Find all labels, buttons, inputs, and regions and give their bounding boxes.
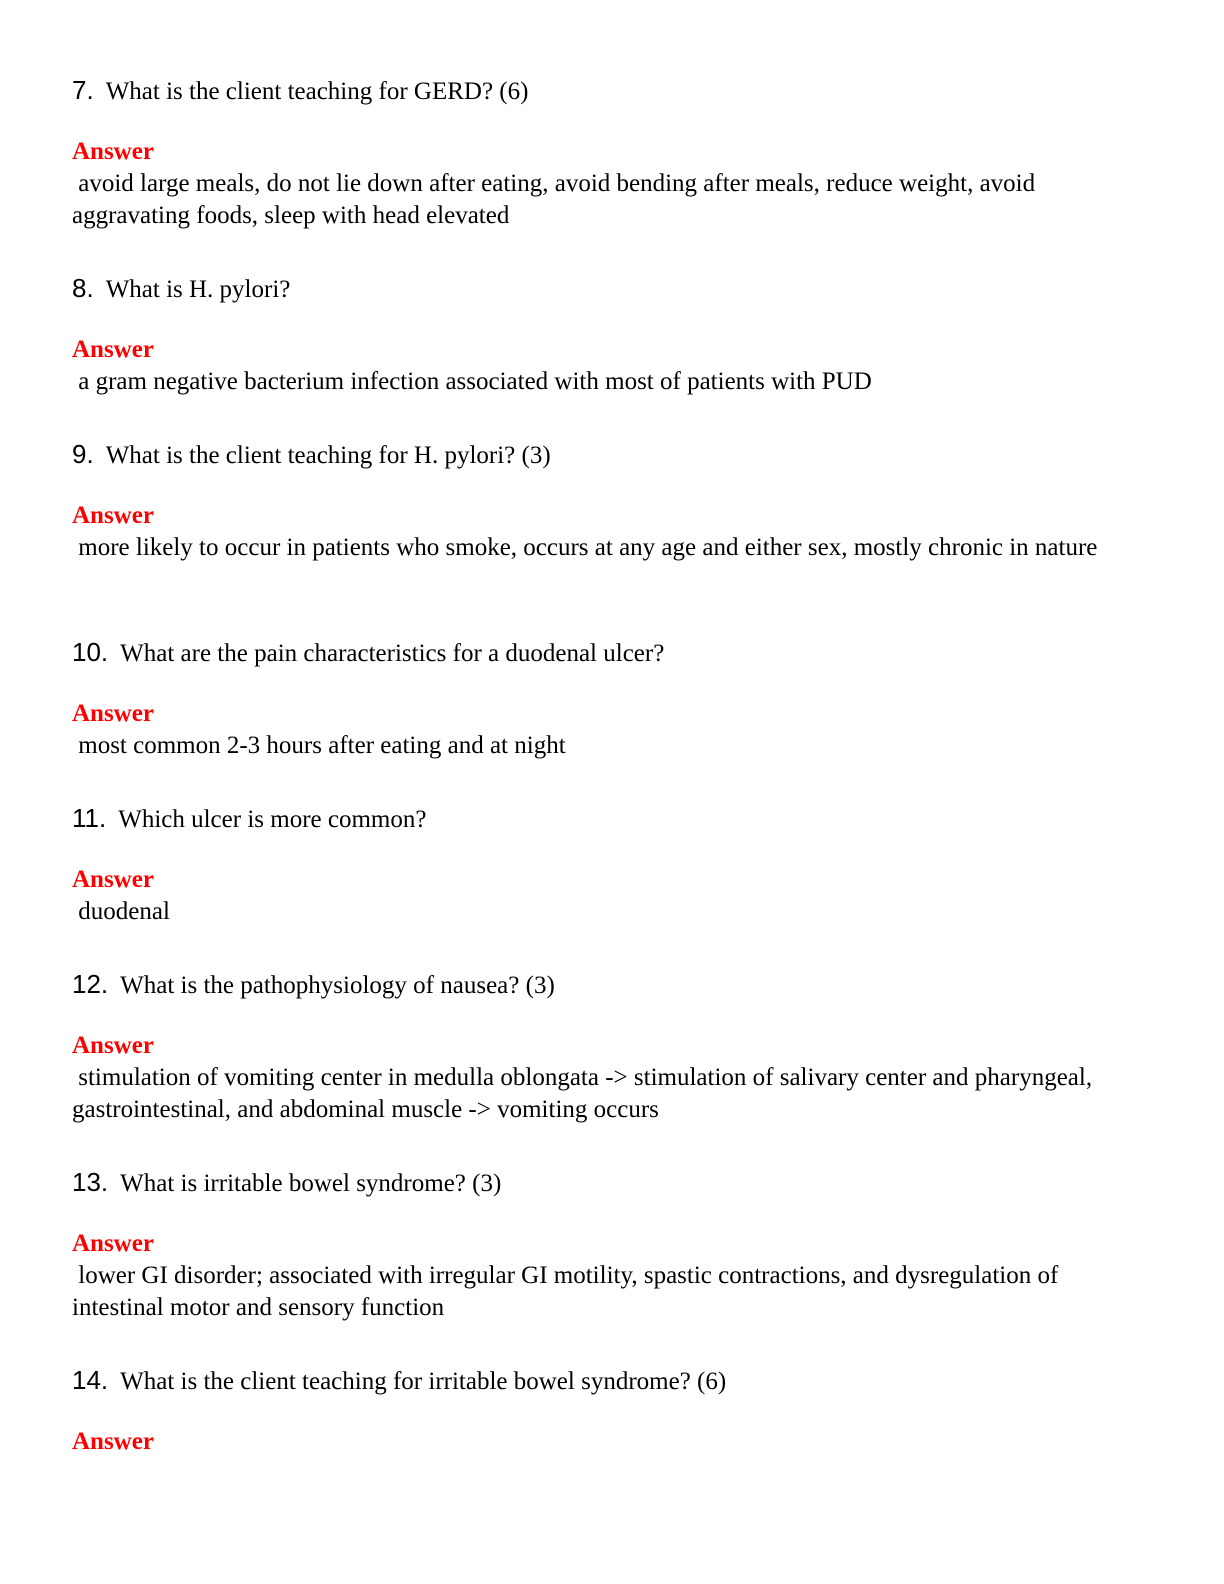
answer-label: Answer [72, 700, 154, 727]
question-text: Which ulcer is more common? [118, 806, 427, 833]
question [72, 438, 551, 472]
answer-text: avoid large meals, do not lie down after eating, avoid bending after meals, reduce weight, avoid aggravating foods, sleep with head elevated [72, 170, 1042, 229]
question-number: 14. [72, 1365, 109, 1395]
question-number: 7. [72, 75, 94, 105]
question [72, 802, 426, 836]
question-text: What is the client teaching for irritable bowel syndrome? (6) [120, 1368, 727, 1395]
answer-label: Answer [72, 866, 154, 893]
question-number: 8. [72, 273, 94, 303]
answer-text: most common 2-3 hours after eating and at night [72, 732, 566, 759]
question [72, 968, 555, 1002]
answer-text: more likely to occur in patients who smoke, occurs at any age and either sex, mostly chronic in nature [72, 534, 1098, 561]
answer-text: stimulation of vomiting center in medulla oblongata -> stimulation of salivary center and pharyngeal, gastrointestinal, and abdominal muscle -> vomiting occurs [72, 1064, 1099, 1123]
answer-label: Answer [72, 1032, 154, 1059]
question-number: 10. [72, 637, 109, 667]
question-text: What is the client teaching for GERD? (6) [105, 78, 529, 105]
answer-text: lower GI disorder; associated with irregular GI motility, spastic contractions, and dysregulation of intestinal motor and sensory function [72, 1262, 1065, 1321]
question-number: 11. [72, 803, 107, 833]
question [72, 636, 664, 670]
answer-label: Answer [72, 138, 154, 165]
question-number: 12. [72, 969, 109, 999]
question [72, 1166, 501, 1200]
question [72, 272, 290, 306]
question-text: What is the pathophysiology of nausea? (3) [120, 972, 555, 999]
question-text: What is H. pylori? [105, 276, 291, 303]
answer-label: Answer [72, 336, 154, 363]
answer-text: a gram negative bacterium infection associated with most of patients with PUD [72, 368, 872, 395]
question [72, 1364, 726, 1398]
question-number: 9. [72, 439, 94, 469]
question-text: What are the pain characteristics for a duodenal ulcer? [120, 640, 665, 667]
question-number: 13. [72, 1167, 109, 1197]
answer-label: Answer [72, 1230, 154, 1257]
question-text: What is irritable bowel syndrome? (3) [120, 1170, 502, 1197]
question-text: What is the client teaching for H. pylori? (3) [105, 442, 551, 469]
question [72, 74, 528, 108]
answer-label: Answer [72, 1428, 154, 1455]
answer-label: Answer [72, 502, 154, 529]
answer-text: duodenal [72, 898, 170, 925]
